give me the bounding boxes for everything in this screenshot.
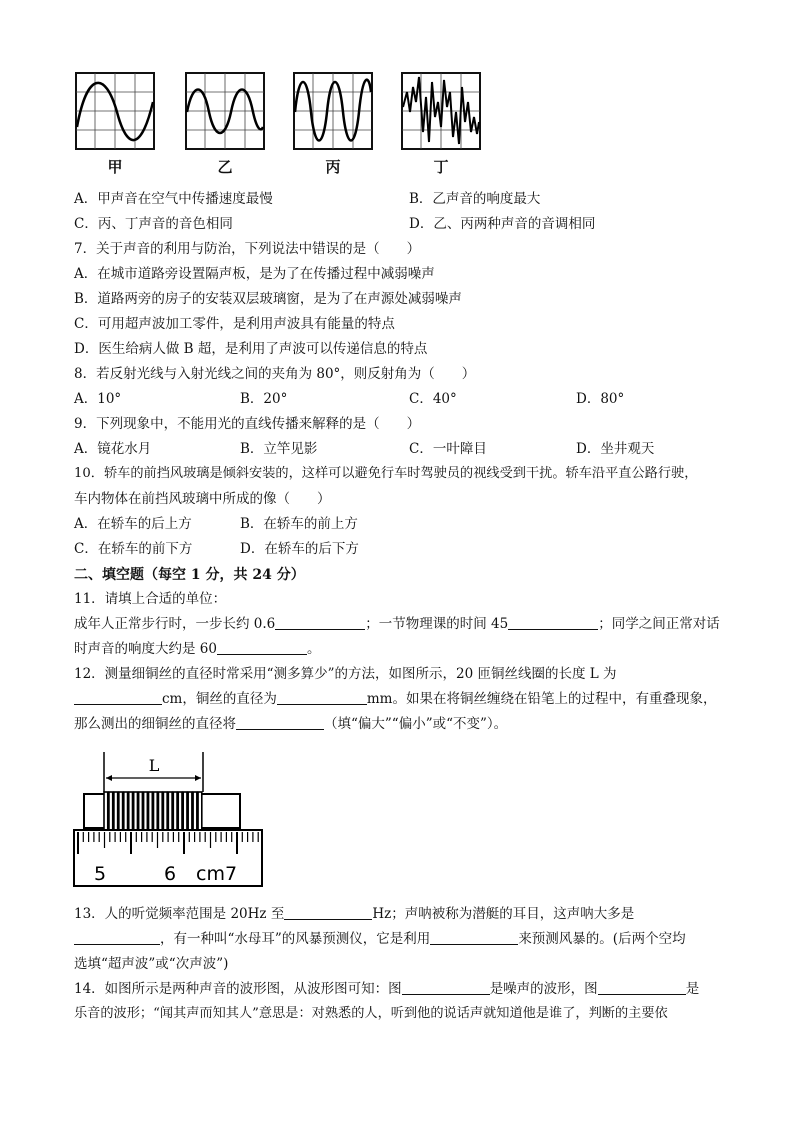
q8-stem: 8．若反射光线与入射光线之间的夹角为 80°，则反射角为（ ）	[74, 366, 476, 382]
coil-turn	[168, 792, 172, 830]
coil-turn	[173, 792, 177, 830]
q12-line3	[74, 715, 507, 733]
coil-turn	[188, 792, 192, 830]
q9-option-d: D．坐井观天	[576, 441, 655, 457]
coil-turn	[119, 792, 123, 830]
q14-line2: 乐音的波形；“闻其声而知其人”意思是：对熟悉的人，听到他的说话声就知道他是谁了，判断的主要依	[74, 1006, 668, 1021]
coil-turn	[129, 792, 133, 830]
coil-turn	[163, 792, 167, 830]
q10-stem-line1: 10．轿车的前挡风玻璃是倾斜安装的，这样可以避免行车时驾驶员的视线受到干扰。轿车沿平直公路行驶，	[74, 466, 698, 481]
coil-turn	[104, 792, 108, 830]
coil-turn	[158, 792, 162, 830]
q6-option-b: B．乙声音的响度最大	[409, 191, 541, 207]
q14-line1	[74, 980, 699, 998]
q12-text-3b: （填“偏大”“偏小”或“不变”）。	[324, 716, 508, 732]
q11-line2	[74, 640, 320, 658]
q11-blank-1[interactable]	[275, 615, 365, 630]
q8-option-b: B．20°	[240, 391, 288, 407]
coil-turn	[109, 792, 113, 830]
q14-blank-1[interactable]	[402, 980, 490, 995]
q13-text-2b: 来预测风暴的。(后两个空均	[518, 931, 686, 947]
q13-line3: 选填“超声波”或“次声波”)	[74, 956, 229, 972]
coil-turn	[134, 792, 138, 830]
q14-text-1b: 是噪声的波形，图	[489, 981, 598, 997]
q12-line1: 12．测量细铜丝的直径时常采用“测多算少”的方法，如图所示，20 匝铜丝线圈的长度 L 为	[74, 666, 617, 682]
q14-text-1c: 是	[685, 981, 700, 997]
waveform-label-jia: 甲	[107, 158, 123, 176]
ruler-label-6: 6	[164, 863, 177, 885]
coil-turn	[114, 792, 118, 830]
q12-line2	[74, 690, 716, 708]
q11-text-2b: 。	[306, 641, 321, 657]
q9-option-c: C．一叶障目	[409, 441, 487, 457]
q10-option-b: B．在轿车的前上方	[240, 516, 358, 532]
q12-blank-3[interactable]	[236, 715, 324, 730]
coil-turn	[124, 792, 128, 830]
section-heading: 二、填空题（每空 1 分，共 24 分）	[74, 567, 305, 583]
q8-option-a: A．10°	[74, 391, 122, 407]
coil-turn	[149, 792, 153, 830]
q12-blank-1[interactable]	[74, 690, 162, 705]
q10-stem-line2: 车内物体在前挡风玻璃中所成的像（ ）	[74, 491, 331, 507]
q11-text-1a: 成年人正常步行时，一步长约 0.6	[74, 616, 276, 632]
wire-coil	[104, 792, 202, 830]
q12-blank-2[interactable]	[277, 690, 367, 705]
q8-option-d: D．80°	[576, 391, 625, 407]
q9-stem: 9．下列现象中，不能用光的直线传播来解释的是（ ）	[74, 416, 421, 432]
coil-turn	[183, 792, 187, 830]
q7-stem: 7．关于声音的利用与防治，下列说法中错误的是（ ）	[74, 241, 421, 257]
waveform-label-yi: 乙	[217, 158, 233, 176]
q13-line1	[74, 905, 634, 923]
q14-blank-2[interactable]	[598, 980, 686, 995]
q14-text-1a: 14．如图所示是两种声音的波形图，从波形图可知：图	[74, 981, 402, 997]
q10-option-d: D．在轿车的后下方	[240, 541, 359, 557]
waveform-figure-bing	[293, 72, 373, 150]
coil-turn	[154, 792, 158, 830]
q6-option-d: D．乙、丙两种声音的音调相同	[409, 216, 596, 232]
dimension-label: L	[148, 756, 160, 775]
waveform-figure-jia	[75, 72, 155, 150]
q8-option-c: C．40°	[409, 391, 457, 407]
q12-text-2a: cm，铜丝的直径为	[162, 691, 277, 707]
q13-line2	[74, 930, 686, 948]
q12-text-2b: mm。如果在将铜丝缠绕在铅笔上的过程中，有重叠现象，	[366, 691, 717, 707]
q11-text-1c: ；同学之间正常对话	[598, 616, 720, 632]
q7-option-b: B．道路两旁的房子的安装双层玻璃窗，是为了在声源处减弱噪声	[74, 291, 462, 307]
waveform-figure-ding	[401, 72, 481, 150]
ruler-label-5: 5	[94, 863, 107, 885]
q9-option-b: B．立竿见影	[240, 441, 318, 457]
q9-option-a: A．镜花水月	[74, 441, 152, 457]
waveform-label-bing: 丙	[325, 158, 341, 176]
q13-blank-1[interactable]	[284, 905, 372, 920]
q11-blank-2[interactable]	[508, 615, 598, 630]
coil-turn	[144, 792, 148, 830]
q11-stem: 11．请填上合适的单位：	[74, 591, 227, 607]
q11-text-1b: ；一节物理课的时间 45	[365, 616, 509, 632]
q11-text-2a: 时声音的响度大约是 60	[74, 641, 217, 657]
q7-option-a: A．在城市道路旁设置隔声板，是为了在传播过程中减弱噪声	[74, 266, 435, 282]
q13-blank-2[interactable]	[74, 930, 160, 945]
coil-turn	[193, 792, 197, 830]
coil-turn	[139, 792, 143, 830]
q13-text-1b: Hz；声呐被称为潜艇的耳目，这声呐大多是	[372, 906, 635, 922]
ruler-label-7: cm7	[196, 863, 238, 885]
q11-blank-3[interactable]	[217, 640, 307, 655]
q6-option-a: A．甲声音在空气中传播速度最慢	[74, 191, 273, 207]
q7-option-d: D．医生给病人做 B 超，是利用了声波可以传递信息的特点	[74, 341, 428, 357]
q6-option-c: C．丙、丁声音的音色相同	[74, 216, 233, 232]
coil-ruler-figure	[72, 742, 264, 888]
q13-blank-3[interactable]	[430, 930, 518, 945]
q13-text-2a: ，有一种叫“水母耳”的风暴预测仪，它是利用	[160, 931, 431, 947]
q11-line1	[74, 615, 720, 633]
q12-text-3a: 那么测出的细铜丝的直径将	[74, 716, 236, 732]
q10-option-c: C．在轿车的前下方	[74, 541, 193, 557]
waveform-label-ding: 丁	[433, 158, 449, 176]
q7-option-c: C．可用超声波加工零件，是利用声波具有能量的特点	[74, 316, 395, 332]
q13-text-1a: 13．人的听觉频率范围是 20Hz 至	[74, 906, 285, 922]
coil-turn	[198, 792, 202, 830]
coil-turn	[178, 792, 182, 830]
q10-option-a: A．在轿车的后上方	[74, 516, 192, 532]
waveform-figure-yi	[185, 72, 265, 150]
